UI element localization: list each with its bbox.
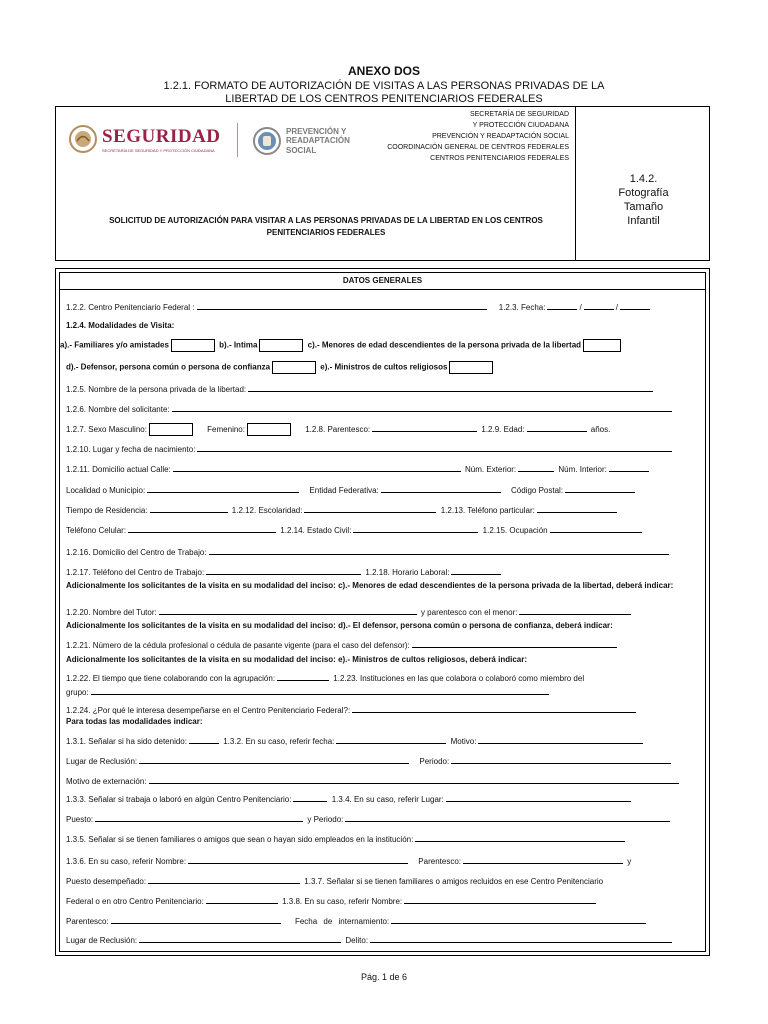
detained-input[interactable] [189, 735, 219, 744]
request-title: SOLICITUD DE AUTORIZACIÓN PARA VISITAR A LAS PERSONAS PRIVADAS DE LA LIBERTAD EN LOS CENTROS PENITENCIARIOS FEDERALES [109, 216, 543, 237]
relative-position-input[interactable] [148, 875, 300, 884]
sex-male-checkbox[interactable] [149, 423, 193, 436]
field-label: 1.3.6. En su caso, referir Nombre: [66, 857, 187, 866]
position-input[interactable] [95, 813, 303, 822]
field-label: 1.2.12. Escolaridad: [231, 506, 303, 515]
reclusion-period-input[interactable] [451, 755, 671, 764]
form-row [66, 793, 699, 804]
field-label: Puesto: [66, 815, 94, 824]
photo-label: Fotografía [618, 187, 669, 199]
form-row [66, 672, 699, 683]
employee-relatives-input[interactable] [415, 833, 625, 842]
field-label: Motivo de externación: [66, 777, 147, 786]
field-label: Parentesco: [418, 857, 461, 866]
org-line: PREVENCIÓN Y READAPTACIÓN SOCIAL [432, 133, 569, 140]
relative-relationship-input[interactable] [463, 855, 623, 864]
field-label: Parentesco: [66, 917, 109, 926]
crime-input[interactable] [370, 934, 672, 943]
tutor-name-input[interactable] [159, 606, 417, 615]
applicant-name-input[interactable] [172, 403, 672, 412]
education-input[interactable] [304, 504, 436, 513]
field-label: 1.3.8. En su caso, referir Nombre: [282, 897, 403, 906]
org-line: COORDINACIÓN GENERAL DE CENTROS FEDERALES [387, 144, 569, 151]
residence-time-input[interactable] [150, 504, 228, 513]
age-input[interactable] [527, 423, 587, 432]
form-row [66, 383, 699, 394]
date-day-input[interactable] [547, 301, 577, 310]
form-row: 1.2.4. Modalidades de Visita: [66, 321, 175, 330]
section-title: DATOS GENERALES [60, 273, 705, 290]
field-label: Núm. Interior: [558, 465, 607, 474]
field-label: Periodo: [419, 757, 450, 766]
form-box [55, 268, 710, 956]
interest-input[interactable] [352, 704, 636, 713]
birth-input[interactable] [197, 443, 672, 452]
centro-input[interactable] [197, 301, 487, 310]
inmate-relationship-input[interactable] [111, 915, 281, 924]
detention-date-input[interactable] [336, 735, 446, 744]
form-row [66, 606, 699, 617]
release-reason-input[interactable] [149, 775, 679, 784]
field-label: 1.2.21. Número de la cédula profesional o cédula de pasante vigente (para el caso del defensor): [66, 641, 410, 650]
field-label: 1.2.15. Ocupación [482, 526, 548, 535]
form-row [66, 813, 699, 824]
option-label: a).- Familiares y/o amistades [60, 340, 169, 350]
relationship-input[interactable] [372, 423, 477, 432]
form-row [66, 755, 699, 766]
home-phone-input[interactable] [537, 504, 617, 513]
field-label: Lugar de Reclusión: [66, 757, 138, 766]
municipality-input[interactable] [147, 484, 299, 493]
form-row [66, 704, 699, 715]
street-input[interactable] [173, 463, 461, 472]
form-row [66, 915, 699, 926]
mod-a-checkbox[interactable] [171, 339, 215, 352]
inmate-relatives-input[interactable] [206, 895, 278, 904]
field-label: 1.2.17. Teléfono del Centro de Trabajo: [66, 568, 205, 577]
field-label: 1.2.7. Sexo Masculino: [66, 425, 147, 434]
collab-time-input[interactable] [277, 672, 329, 681]
field-label: 1.2.14. Estado Civil: [280, 526, 352, 535]
option-label: c).- Menores de edad descendientes de la persona privada de la libertad [307, 340, 582, 350]
reclusion-place-input[interactable] [139, 755, 409, 764]
worked-place-input[interactable] [446, 793, 631, 802]
form-row [66, 735, 699, 746]
organization-block [339, 109, 569, 164]
field-label: 1.2.13. Teléfono particular: [440, 506, 535, 515]
detention-reason-input[interactable] [478, 735, 643, 744]
form-row [66, 463, 699, 474]
field-label: 1.2.5. Nombre de la persona privada de la libertad: [66, 385, 247, 394]
date-year-input[interactable] [620, 301, 650, 310]
org-line: CENTROS PENITENCIARIOS FEDERALES [430, 155, 569, 162]
civil-status-input[interactable] [353, 524, 478, 533]
tutor-relationship-input[interactable] [519, 606, 631, 615]
form-row [66, 403, 699, 414]
work-phone-input[interactable] [206, 566, 361, 575]
prevencion-seal-icon [252, 126, 282, 156]
field-label: Localidad o Municipio: [66, 486, 146, 495]
field-label: 1.2.10. Lugar y fecha de nacimiento: [66, 445, 196, 454]
form-row [66, 895, 699, 906]
cell-phone-input[interactable] [128, 524, 276, 533]
state-input[interactable] [381, 484, 501, 493]
form-row [66, 443, 699, 454]
ext-number-input[interactable] [518, 463, 554, 472]
field-label: 1.2.24. ¿Por qué le interesa desempeñarse en el Centro Penitenciario Federal?: [66, 706, 351, 715]
position-period-input[interactable] [345, 813, 670, 822]
inmate-name-input[interactable] [404, 895, 596, 904]
field-label: 1.2.16. Domicilio del Centro de Trabajo: [66, 548, 207, 557]
form-row [66, 775, 699, 786]
photo-label: Infantil [627, 215, 660, 227]
field-label: 1.3.3. Señalar si trabaja o laboró en algún Centro Penitenciario: [66, 795, 292, 804]
logo-divider [237, 123, 238, 157]
form-row [66, 546, 699, 557]
seguridad-smalltext: SECRETARÍA DE SEGURIDAD Y PROTECCIÓN CIUDADANA [102, 147, 215, 153]
mod-c-checkbox[interactable] [583, 339, 621, 352]
occupation-input[interactable] [550, 524, 642, 533]
photo-label: Tamaño [623, 201, 664, 213]
internment-date-input[interactable] [391, 915, 646, 924]
form-note: Para todas las modalidades indicar: [66, 717, 203, 726]
mod-b-checkbox[interactable] [259, 339, 303, 352]
option-label: b).- Intima [219, 340, 258, 350]
field-label: Motivo: [450, 737, 477, 746]
form-note: Adicionalmente los solicitantes de la visita en su modalidad del inciso: d).- El defensor, persona común o persona de confianza, deberá indicar: [66, 621, 613, 630]
mod-d-checkbox[interactable] [272, 361, 316, 374]
photo-placeholder [576, 172, 711, 228]
form-row [66, 875, 699, 886]
seguridad-logo [68, 119, 228, 159]
field-label: 1.3.1. Señalar si ha sido detenido: [66, 737, 187, 746]
field-label: Puesto desempeñado: [66, 877, 147, 886]
field-label: 1.2.23. Instituciones en las que colabora o colaboró como miembro del [333, 674, 585, 683]
document-title: ANEXO DOS [347, 64, 420, 78]
field-label: 1.2.18. Horario Laboral: [365, 568, 450, 577]
field-label: Lugar de Reclusión: [66, 936, 138, 945]
work-hours-input[interactable] [451, 566, 501, 575]
field-label: Tiempo de Residencia: [66, 506, 148, 515]
int-number-input[interactable] [609, 463, 649, 472]
field-label: 1.3.2. En su caso, referir fecha: [223, 737, 335, 746]
field-label: y [627, 857, 632, 866]
field-label: y Periodo: [307, 815, 344, 824]
header-box [55, 106, 710, 261]
form-row [66, 639, 699, 650]
form-note: Adicionalmente los solicitantes de la visita en su modalidad del inciso: c).- Menores de edad descendientes de la persona privada de la libertad, deberá indicar: [66, 581, 674, 590]
zip-input[interactable] [565, 484, 635, 493]
worked-prison-input[interactable] [293, 793, 327, 802]
field-label: grupo: [66, 688, 89, 697]
sex-female-checkbox[interactable] [247, 423, 291, 436]
field-label: Código Postal: [511, 486, 564, 495]
field-label: años. [590, 425, 611, 434]
field-label: 1.3.7. Señalar si se tienen familiares o amigos recluidos en ese Centro Penitenciario [304, 877, 604, 886]
institutions-input[interactable] [91, 686, 549, 695]
field-label: 1.3.4. En su caso, referir Lugar: [331, 795, 444, 804]
form-row [66, 484, 699, 495]
org-line: Y PROTECCIÓN CIUDADANA [472, 122, 569, 129]
field-label: Femenino: [207, 425, 245, 434]
field-label: Fecha de internamiento: [294, 917, 390, 926]
form-row [66, 934, 699, 945]
relative-name-input[interactable] [188, 855, 408, 864]
field-label: 1.2.9. Edad: [481, 425, 525, 434]
form-row [66, 361, 699, 374]
org-line: SECRETARÍA DE SEGURIDAD [469, 111, 569, 118]
form-row [66, 855, 699, 866]
field-label: 1.2.11. Domicilio actual Calle: [66, 465, 171, 474]
field-label: Federal o en otro Centro Penitenciario: [66, 897, 204, 906]
field-label: 1.2.3. Fecha: [498, 303, 546, 312]
mod-e-checkbox[interactable] [449, 361, 493, 374]
field-label: 1.2.20. Nombre del Tutor: [66, 608, 157, 617]
work-address-input[interactable] [209, 546, 669, 555]
form-row [66, 504, 699, 515]
inmate-place-input[interactable] [139, 934, 341, 943]
page-number: Pág. 1 de 6 [360, 972, 408, 982]
form-row [66, 423, 699, 436]
form-row [66, 686, 699, 697]
eagle-seal-icon [68, 124, 98, 154]
field-label: 1.3.5. Señalar si se tienen familiares o amigos que sean o hayan sido empleados en la institución: [66, 835, 414, 844]
form-row [66, 833, 699, 844]
prevencion-wordmark: PREVENCIÓN Y READAPTACIÓN SOCIAL [286, 126, 350, 155]
field-label: y parentesco con el menor: [420, 608, 518, 617]
photo-code: 1.4.2. [629, 173, 658, 185]
form-row [60, 339, 699, 352]
option-label: e).- Ministros de cultos religiosos [320, 362, 448, 372]
license-input[interactable] [412, 639, 617, 648]
field-label: Teléfono Celular: [66, 526, 127, 535]
option-label: d).- Defensor, persona común o persona de confianza [66, 362, 271, 372]
field-label: 1.2.6. Nombre del solicitante: [66, 405, 170, 414]
form-note: Adicionalmente los solicitantes de la visita en su modalidad del inciso: e).- Ministros de cultos religiosos, deberá indicar: [66, 655, 527, 664]
field-label: 1.2.2. Centro Penitenciario Federal : [66, 303, 195, 312]
field-label: 1.2.22. El tiempo que tiene colaborando con la agrupación: [66, 674, 276, 683]
form-row [66, 566, 699, 577]
form-row: 1.2.2. Centro Penitenciario Federal : 1.2.3. Fecha: / / [66, 301, 699, 312]
seguridad-wordmark: SEGURIDAD [102, 125, 221, 147]
form-row [66, 524, 699, 535]
ppl-name-input[interactable] [248, 383, 653, 392]
field-label: 1.2.8. Parentesco: [305, 425, 371, 434]
field-label: Núm. Exterior: [465, 465, 517, 474]
document-subtitle: 1.2.1. FORMATO DE AUTORIZACIÓN DE VISITAS A LAS PERSONAS PRIVADAS DE LA LIBERTAD DE LOS CENTROS PENITENCIARIOS FEDERALES [163, 80, 605, 105]
date-month-input[interactable] [584, 301, 614, 310]
field-label: Delito: [345, 936, 369, 945]
field-label: Entidad Federativa: [309, 486, 379, 495]
